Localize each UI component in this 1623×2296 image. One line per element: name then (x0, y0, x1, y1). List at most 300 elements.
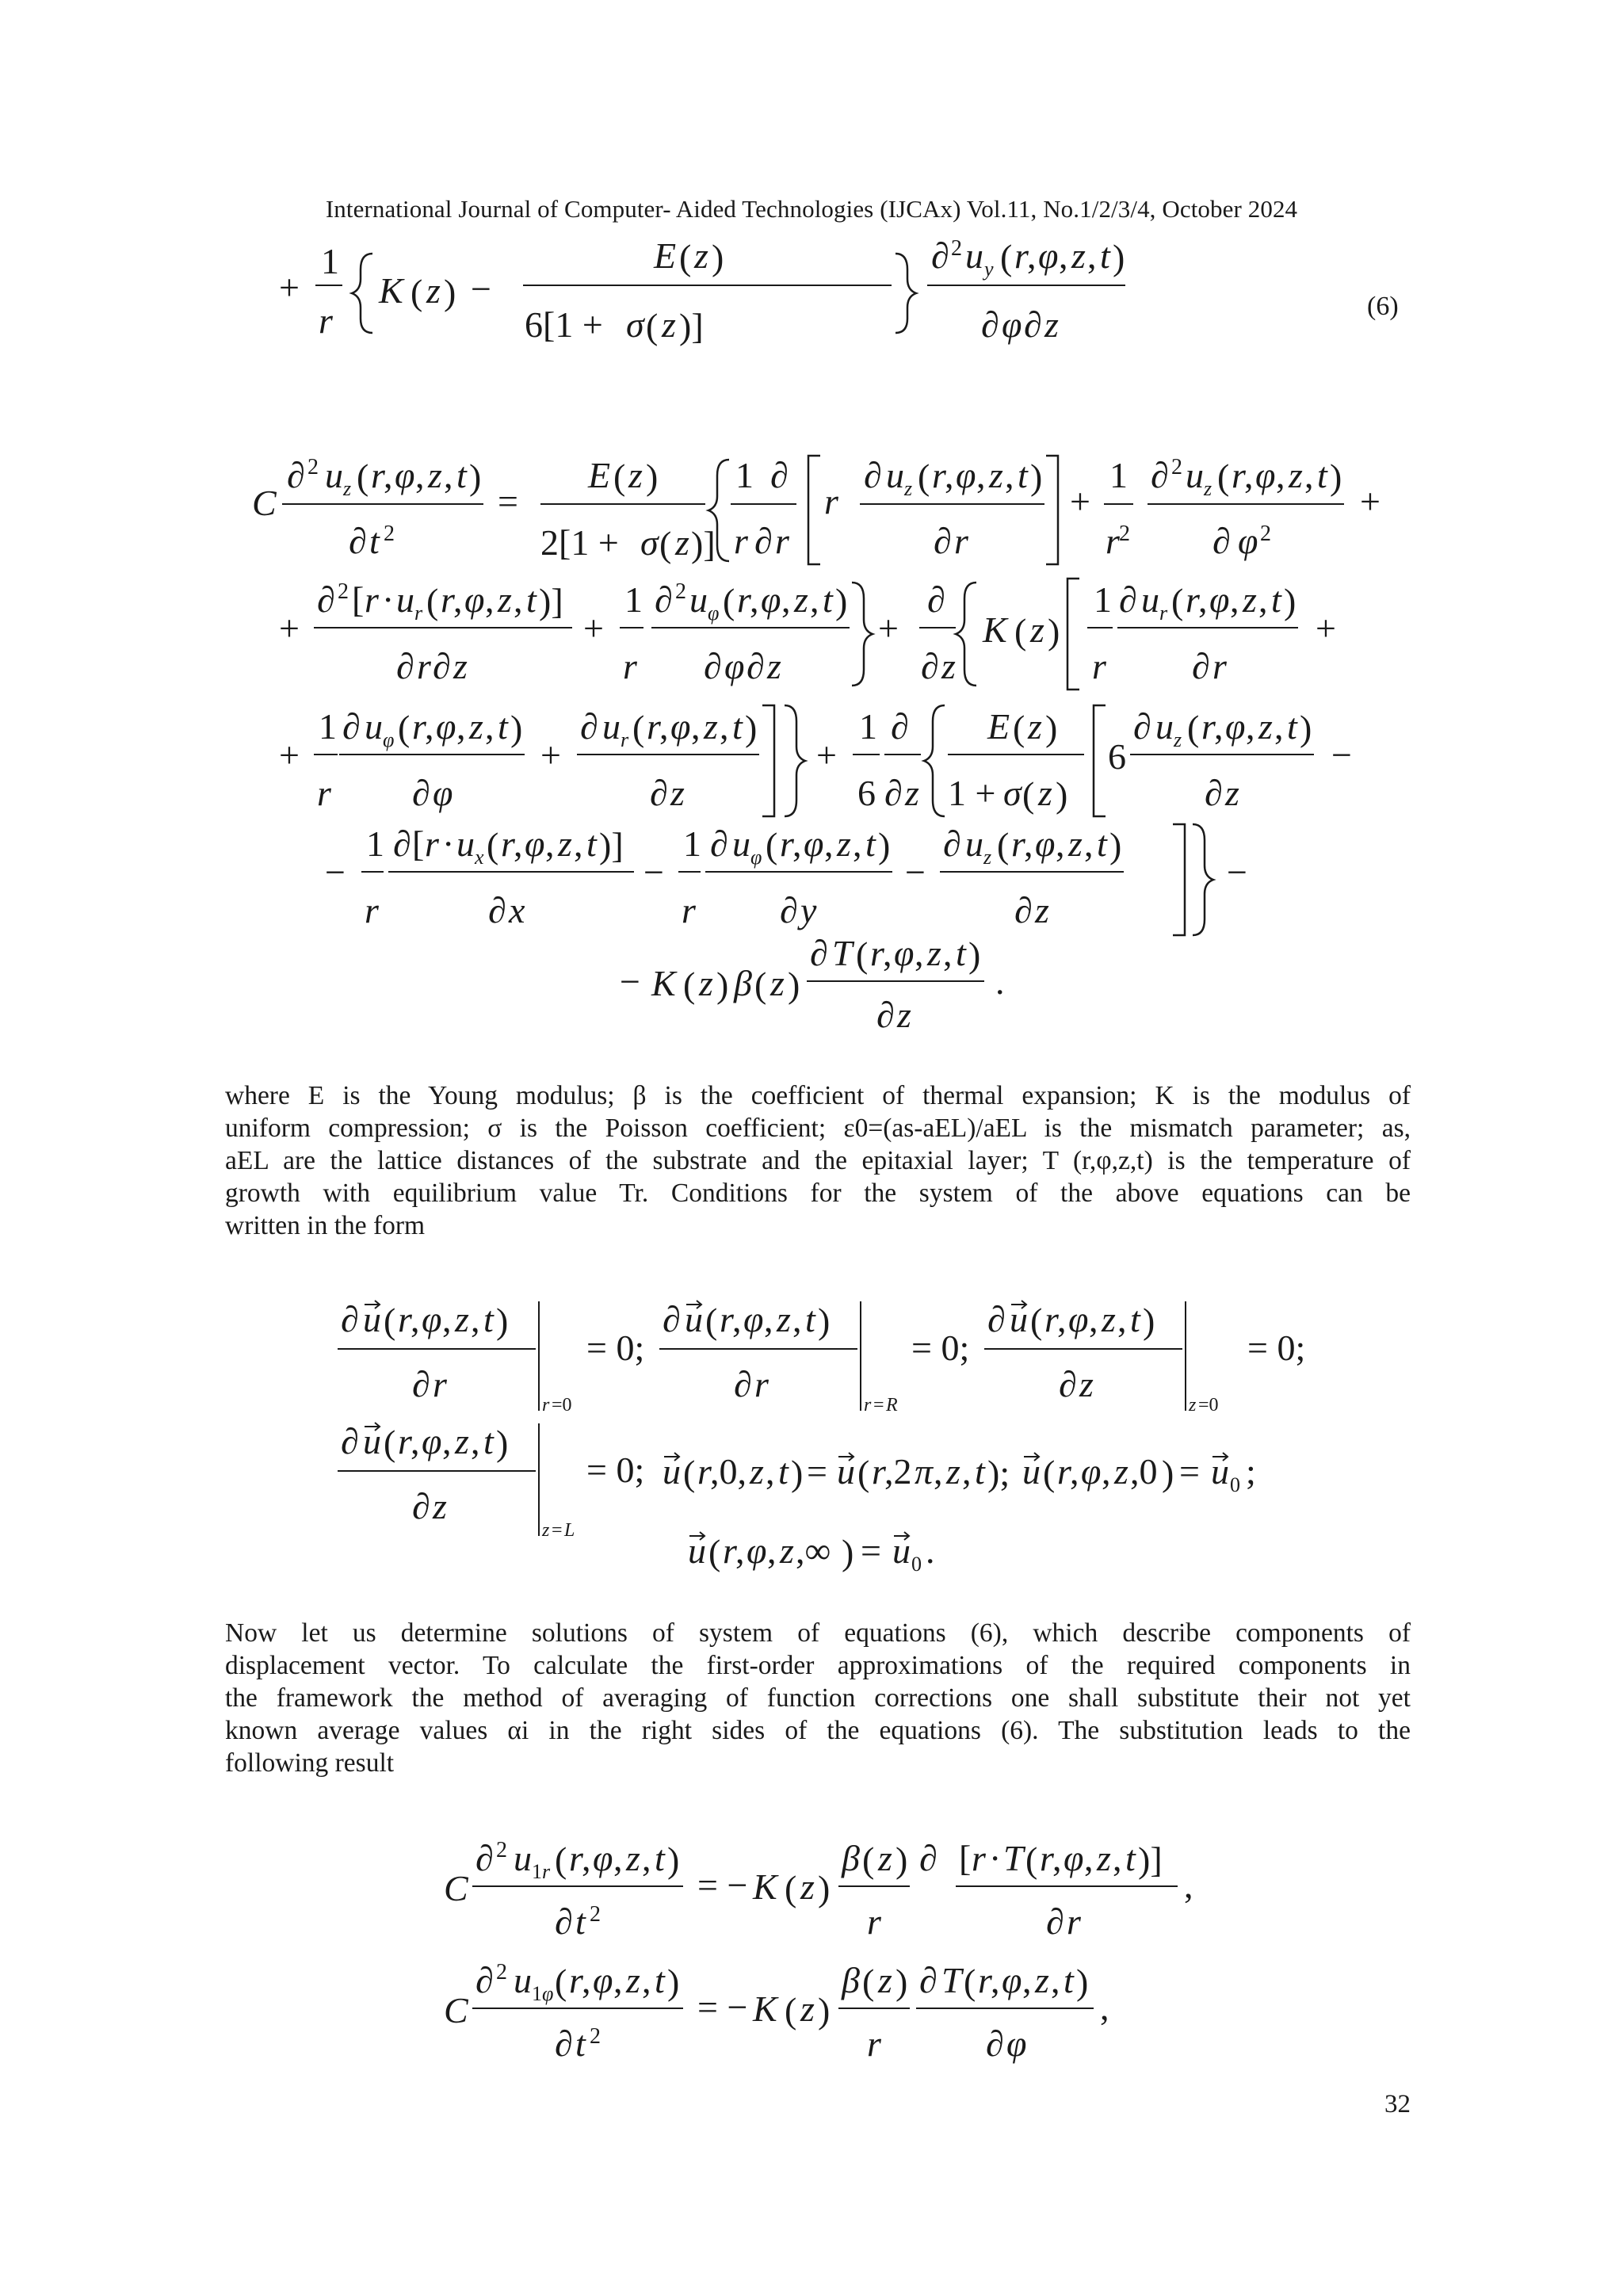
svg-text:z: z (878, 1960, 892, 2000)
svg-text:): ) (646, 457, 659, 497)
svg-text:r: r (398, 1299, 412, 1339)
svg-text:z: z (662, 304, 676, 345)
svg-text:u: u (514, 1960, 532, 2000)
svg-text:1: 1 (366, 823, 384, 864)
svg-text:z: z (837, 823, 851, 864)
svg-text:,: , (1100, 1987, 1109, 2027)
svg-text:−: − (620, 961, 640, 1002)
svg-text:): ) (1030, 457, 1043, 497)
svg-text:r: r (1044, 1299, 1059, 1339)
equation-6-continuation (0, 0, 1623, 412)
svg-text:r: r (723, 1530, 737, 1571)
svg-text:,: , (642, 1838, 651, 1878)
svg-text:t: t (575, 2023, 586, 2064)
svg-text:∂: ∂ (349, 521, 367, 561)
svg-text:): ) (791, 1453, 804, 1493)
svg-text:,: , (1056, 823, 1065, 864)
svg-text:z: z (542, 1520, 550, 1541)
svg-text:,: , (735, 1530, 745, 1571)
running-header: International Journal of Computer- Aided Technologies (IJCAx) Vol.11, No.1/2/3/4, October 2024 (325, 195, 1298, 223)
svg-text:): ) (510, 708, 523, 748)
svg-text:∂: ∂ (412, 773, 430, 813)
svg-text:r: r (954, 521, 968, 561)
svg-text:·: · (382, 579, 395, 620)
svg-text:z: z (1044, 304, 1059, 345)
svg-text:∂: ∂ (341, 1421, 359, 1461)
svg-text:∂: ∂ (555, 1901, 573, 1942)
svg-text:z: z (1035, 1960, 1049, 2000)
svg-text:φ: φ (383, 728, 395, 751)
svg-text:σ: σ (1003, 773, 1022, 813)
svg-text:,: , (1276, 455, 1285, 495)
svg-text:t: t (865, 823, 876, 864)
svg-text:z: z (927, 933, 941, 973)
svg-text:): ) (896, 1962, 908, 2002)
svg-text:z: z (904, 477, 913, 500)
svg-text:∂: ∂ (927, 579, 945, 620)
svg-text:z: z (767, 646, 781, 686)
paragraph-line: Now let us determine solutions of system of equations (6), which describe components of (225, 1618, 1411, 1648)
svg-text:u: u (514, 1838, 532, 1878)
svg-text:∂: ∂ (981, 304, 999, 345)
svg-text:,: , (720, 706, 729, 747)
svg-text:∂: ∂ (747, 646, 765, 686)
svg-text:E: E (588, 455, 611, 495)
svg-text:r: r (569, 1960, 583, 2000)
svg-text:∂: ∂ (1024, 304, 1042, 345)
svg-text:): ) (1076, 1962, 1089, 2002)
svg-text:∂: ∂ (317, 579, 335, 620)
svg-text:r: r (1011, 823, 1025, 864)
svg-text:=: = (552, 1520, 563, 1541)
svg-text:z: z (983, 846, 992, 869)
svg-text:E: E (987, 706, 1010, 747)
svg-text:2: 2 (307, 455, 319, 479)
svg-text:.: . (926, 1530, 935, 1571)
svg-text:φ: φ (1225, 706, 1246, 747)
svg-text:z: z (1289, 455, 1303, 495)
svg-text:,: , (1246, 706, 1255, 747)
svg-text:t: t (655, 1960, 665, 2000)
svg-text:u: u (1211, 1451, 1229, 1492)
svg-text:(: ( (705, 1301, 718, 1341)
svg-text:(: ( (357, 457, 369, 497)
svg-text:(: ( (766, 825, 778, 865)
svg-text:C: C (444, 1990, 468, 2030)
svg-text:∂: ∂ (934, 521, 952, 561)
svg-text:−: − (471, 269, 491, 309)
svg-text:z: z (455, 1299, 469, 1339)
svg-text:K: K (753, 1988, 777, 2029)
svg-text:)]: )] (539, 581, 563, 621)
svg-text:t: t (1287, 706, 1297, 747)
svg-text:z: z (1030, 609, 1044, 650)
svg-text:r: r (1186, 579, 1200, 620)
svg-text:∂: ∂ (1014, 890, 1033, 930)
svg-text:,: , (471, 1421, 480, 1461)
svg-text:(: ( (857, 1453, 870, 1493)
svg-text:2: 2 (590, 1902, 601, 1927)
svg-text:0: 0 (911, 1553, 922, 1576)
svg-text:1: 1 (624, 579, 643, 620)
svg-text:(: ( (632, 708, 645, 748)
paragraph-solution-method (225, 1617, 1411, 1779)
svg-text:u: u (732, 823, 750, 864)
svg-text:β: β (734, 963, 752, 1003)
svg-text:φ: φ (1209, 579, 1230, 620)
svg-text:=: = (861, 1530, 881, 1571)
svg-text:(: ( (659, 524, 672, 564)
svg-text:(: ( (856, 934, 869, 975)
svg-text:φ: φ (894, 933, 915, 973)
svg-text:r: r (569, 1838, 583, 1878)
svg-text:t: t (778, 1451, 789, 1492)
svg-text:,: , (1005, 455, 1014, 495)
svg-text:,: , (1051, 1960, 1060, 2000)
svg-text:t: t (655, 1838, 665, 1878)
svg-text:∂: ∂ (810, 933, 828, 973)
svg-text:,: , (1059, 235, 1068, 276)
svg-text:): ) (1048, 611, 1060, 651)
svg-text:2: 2 (338, 579, 349, 604)
svg-text:r: r (501, 823, 515, 864)
svg-text:x: x (509, 890, 525, 930)
svg-text:r: r (1201, 706, 1216, 747)
svg-text:=0: =0 (1198, 1395, 1219, 1415)
svg-text:): ) (1045, 708, 1058, 748)
svg-text:r: r (433, 1364, 447, 1404)
svg-text:,: , (781, 579, 791, 620)
svg-text:r: r (365, 579, 379, 620)
svg-text:∂: ∂ (1133, 706, 1151, 747)
svg-text:z: z (1028, 706, 1042, 747)
svg-text:,: , (471, 1299, 480, 1339)
svg-text:·: · (989, 1838, 1002, 1878)
svg-text:φ: φ (747, 1530, 767, 1571)
svg-text:,: , (1089, 1299, 1098, 1339)
svg-text:z: z (750, 1451, 764, 1492)
svg-text:(: ( (1014, 611, 1027, 651)
svg-text:(: ( (646, 306, 659, 346)
svg-text:(: ( (1000, 237, 1013, 277)
svg-text:r: r (775, 521, 789, 561)
equation-6-uz (0, 428, 1623, 1030)
svg-text:(: ( (723, 581, 735, 621)
svg-text:φ: φ (464, 579, 485, 620)
svg-text:E: E (654, 235, 677, 276)
svg-text:∂: ∂ (884, 773, 903, 813)
svg-text:,: , (1117, 1299, 1127, 1339)
svg-text:z: z (498, 579, 512, 620)
svg-text:=: = (498, 481, 518, 521)
svg-text:r: r (978, 1960, 992, 2000)
svg-text:2: 2 (1260, 521, 1271, 546)
svg-text:,: , (1244, 455, 1254, 495)
svg-text:r: r (1232, 455, 1246, 495)
svg-text:,: , (915, 933, 924, 973)
svg-text:r: r (417, 646, 431, 686)
svg-text:,: , (1057, 1299, 1067, 1339)
svg-text:u: u (837, 1451, 855, 1492)
svg-text:,: , (425, 706, 434, 747)
svg-text:)]: )] (691, 524, 716, 564)
svg-text:r: r (867, 1901, 881, 1942)
svg-text:z: z (1189, 1395, 1197, 1415)
svg-text:,: , (764, 1299, 773, 1339)
svg-text:∂: ∂ (396, 646, 414, 686)
svg-text:u: u (363, 1299, 381, 1339)
paragraph-line: where E is the Young modulus; β is the coefficient of thermal expansion; K is the modulus of (225, 1081, 1411, 1110)
svg-text:r: r (824, 481, 838, 521)
svg-text:,: , (613, 1960, 623, 2000)
svg-text:t: t (1064, 1960, 1074, 2000)
svg-text:,: , (514, 823, 523, 864)
svg-text:z: z (780, 1530, 794, 1571)
svg-text:φ: φ (422, 1299, 442, 1339)
svg-text:(: ( (862, 1962, 875, 2002)
svg-text:β: β (842, 1960, 860, 2000)
paragraph-line: the framework the method of averaging of function corrections one shall substitute their not yet (225, 1683, 1411, 1713)
svg-text:2: 2 (384, 521, 395, 546)
svg-text:(: ( (487, 825, 499, 865)
svg-text:φ: φ (670, 706, 691, 747)
svg-text:r: r (1067, 1901, 1081, 1942)
svg-text:r: r (1014, 235, 1029, 276)
svg-text:): ) (667, 1839, 680, 1880)
svg-text:1: 1 (319, 706, 337, 747)
svg-text:(: ( (679, 237, 692, 277)
svg-text:π: π (915, 1451, 934, 1492)
svg-text:,: , (1113, 1838, 1122, 1878)
svg-text:r: r (647, 706, 661, 747)
svg-text:(: ( (997, 825, 1010, 865)
svg-text:,: , (945, 455, 954, 495)
svg-text:z: z (800, 1988, 815, 2029)
svg-text:,: , (792, 823, 802, 864)
svg-text:z: z (946, 1451, 960, 1492)
svg-text:C: C (444, 1868, 468, 1908)
svg-text:,: , (883, 933, 892, 973)
svg-text:,: , (934, 1451, 943, 1492)
svg-text:): ) (1330, 457, 1342, 497)
svg-text:z: z (1038, 773, 1052, 813)
svg-text:z: z (455, 1421, 469, 1461)
svg-text:y: y (984, 258, 994, 281)
svg-text:t: t (483, 1421, 494, 1461)
svg-text:r: r (1106, 521, 1120, 561)
svg-text:r: r (932, 455, 946, 495)
svg-text:)]: )] (679, 306, 704, 346)
svg-text:x: x (475, 846, 484, 869)
svg-text:t: t (456, 455, 467, 495)
svg-text:∂: ∂ (433, 646, 451, 686)
svg-text:φ: φ (1035, 823, 1056, 864)
svg-text:∂: ∂ (986, 2023, 1004, 2064)
svg-text:=: = (873, 1395, 884, 1415)
svg-text:∂: ∂ (655, 579, 673, 620)
svg-text:= 0;: = 0; (586, 1328, 645, 1368)
svg-text:φ: φ (525, 823, 545, 864)
svg-text:t: t (1271, 579, 1281, 620)
svg-text:= −: = − (697, 1987, 748, 2027)
svg-text:u: u (688, 1530, 706, 1571)
paragraph-line: following result (225, 1748, 395, 1778)
svg-text:(: ( (1022, 774, 1035, 815)
svg-text:1: 1 (1094, 579, 1112, 620)
svg-text:K: K (983, 609, 1007, 650)
svg-text:(: ( (683, 1453, 696, 1493)
svg-text:r: r (398, 1421, 412, 1461)
svg-text:∂: ∂ (580, 706, 598, 747)
svg-text:z: z (878, 1838, 892, 1878)
svg-text:φ: φ (724, 646, 745, 686)
svg-text:6[1 +: 6[1 + (525, 304, 603, 345)
svg-text:r: r (365, 890, 379, 930)
svg-text:z: z (1174, 728, 1182, 751)
svg-text:,: , (853, 823, 862, 864)
svg-text:,: , (1024, 823, 1033, 864)
svg-text:): ) (496, 1301, 509, 1341)
svg-text:(: ( (918, 457, 930, 497)
svg-text:[: [ (412, 823, 425, 864)
svg-text:,: , (642, 1960, 651, 2000)
svg-text:,: , (415, 455, 425, 495)
svg-text:,: , (1258, 579, 1268, 620)
svg-text:φ: φ (593, 1838, 613, 1878)
svg-text:z: z (800, 1866, 815, 1907)
svg-text:φ: φ (1006, 2023, 1027, 2064)
svg-text:z: z (704, 706, 718, 747)
svg-text:2: 2 (590, 2024, 601, 2049)
svg-text:(: ( (964, 1962, 976, 2002)
svg-text:∂: ∂ (1151, 455, 1169, 495)
svg-text:t: t (483, 1299, 494, 1339)
svg-text:σ: σ (640, 522, 659, 563)
svg-text:φ: φ (761, 579, 781, 620)
svg-text:∂: ∂ (1212, 521, 1231, 561)
svg-text:2[1 +: 2[1 + (540, 522, 619, 563)
svg-text:2: 2 (1119, 521, 1130, 546)
svg-text:σ: σ (626, 304, 644, 345)
svg-text:r: r (319, 300, 333, 341)
svg-text:r: r (317, 773, 331, 813)
svg-text:r: r (414, 602, 423, 625)
svg-text:r: r (542, 1395, 550, 1415)
svg-text:φ: φ (743, 1299, 764, 1339)
svg-text:r: r (425, 823, 439, 864)
svg-text:r: r (867, 2023, 881, 2064)
svg-text:,: , (792, 1299, 802, 1339)
svg-text:z: z (343, 477, 352, 500)
svg-text:r: r (1212, 646, 1227, 686)
svg-text:+: + (279, 735, 300, 775)
svg-text:): ) (716, 965, 729, 1005)
svg-text:z: z (628, 455, 643, 495)
svg-text:∂: ∂ (342, 706, 361, 747)
svg-text:∂: ∂ (412, 1364, 430, 1404)
svg-text:1 +: 1 + (948, 773, 996, 813)
svg-text:,: , (1022, 1960, 1032, 2000)
svg-text:): ) (1113, 237, 1125, 277)
svg-text:r: r (1092, 646, 1106, 686)
svg-text:φ: φ (395, 455, 415, 495)
svg-text:φ: φ (1038, 235, 1059, 276)
svg-text:−: − (643, 852, 664, 892)
svg-text:,: , (766, 1451, 775, 1492)
svg-text:φ: φ (542, 1982, 554, 2005)
svg-text:φ: φ (433, 773, 453, 813)
svg-text:): ) (667, 1962, 680, 2002)
svg-text:t: t (526, 579, 537, 620)
svg-text:t: t (1317, 455, 1327, 495)
svg-text:= 0;: = 0; (1247, 1328, 1306, 1368)
svg-text:∂: ∂ (864, 455, 882, 495)
svg-text:u: u (689, 579, 708, 620)
svg-text:= 0;: = 0; (911, 1328, 970, 1368)
svg-text:t: t (575, 1901, 586, 1942)
svg-text:,: , (1027, 235, 1037, 276)
equation-number: (6) (1367, 292, 1399, 321)
svg-text:r: r (1057, 1451, 1071, 1492)
svg-text:+: + (878, 608, 899, 648)
svg-text:,: , (582, 1960, 591, 2000)
svg-text:): ) (788, 965, 800, 1005)
svg-text:.: . (995, 961, 1005, 1002)
svg-text:u: u (602, 706, 621, 747)
svg-text:,0: ,0 (1130, 1451, 1158, 1492)
svg-text:,: , (943, 933, 953, 973)
svg-text:t: t (732, 706, 743, 747)
svg-text:∂: ∂ (475, 1960, 494, 2000)
svg-text:r: r (872, 1451, 886, 1492)
svg-text:z: z (897, 995, 911, 1030)
svg-text:z: z (1243, 579, 1257, 620)
svg-text:(: ( (708, 1532, 721, 1572)
svg-text:(: ( (1043, 1453, 1056, 1493)
svg-text:): ) (469, 457, 482, 497)
svg-text:): ) (842, 1532, 854, 1572)
svg-text:∂: ∂ (1205, 773, 1223, 813)
svg-text:r: r (371, 455, 385, 495)
paragraph-line: uniform compression; σ is the Poisson coefficient; ε0=(as-aEL)/aEL is the mismatch parameter; as, (225, 1114, 1411, 1143)
svg-text:∂: ∂ (1059, 1364, 1077, 1404)
svg-text:∂: ∂ (919, 1838, 938, 1878)
svg-text:(: ( (411, 272, 423, 312)
svg-text:,: , (574, 823, 583, 864)
svg-text:,: , (1084, 823, 1094, 864)
svg-text:,: , (1070, 1451, 1079, 1492)
svg-text:(: ( (613, 457, 626, 497)
svg-text:(: ( (1187, 708, 1200, 748)
svg-text:z: z (558, 823, 572, 864)
svg-text:,: , (456, 706, 466, 747)
svg-text:,: , (1198, 579, 1208, 620)
svg-text:∂: ∂ (488, 890, 506, 930)
result-equations (0, 1815, 1623, 2076)
svg-text:z: z (699, 963, 713, 1003)
svg-text:u: u (363, 1421, 381, 1461)
svg-text:r: r (720, 1299, 734, 1339)
svg-text:r: r (621, 728, 629, 751)
svg-text:): ) (496, 1423, 509, 1463)
svg-text:(: ( (398, 708, 411, 748)
svg-text:β: β (842, 1838, 860, 1878)
svg-text:∂: ∂ (943, 823, 961, 864)
svg-text:z: z (1258, 706, 1273, 747)
svg-text:∂: ∂ (555, 2023, 573, 2064)
svg-text:1: 1 (532, 1860, 542, 1883)
paragraph-line: growth with equilibrium value Tr. Conditions for the system of the above equations can be (225, 1179, 1411, 1208)
